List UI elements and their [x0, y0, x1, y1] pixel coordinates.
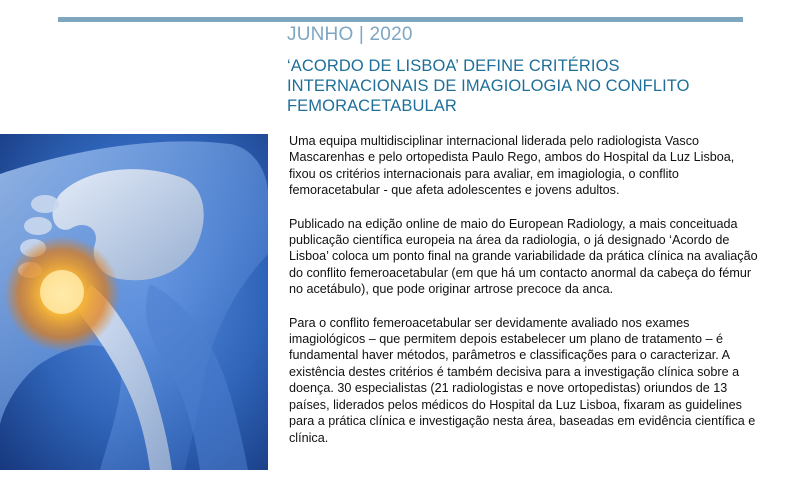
- article-title: [287, 56, 757, 116]
- article-paragraph-1: Uma equipa multidisciplinar internacional liderada pelo radiologista Vasco Mascarenhas e pelo ortopedista Paulo Rego, ambos do Hospital da Luz Lisboa, fixou os critérios internacionais para avaliar, em imagiologia, o conflito femoracetabular - que afeta adolescentes e jovens adultos.: [289, 134, 735, 198]
- femoral-head: [40, 270, 84, 314]
- article-title-line-2: INTERNACIONAIS DE IMAGIOLOGIA NO CONFLITO: [287, 77, 690, 95]
- article-body: [289, 133, 764, 463]
- hip-joint-illustration-svg: [0, 134, 268, 470]
- top-rule: [58, 17, 743, 22]
- article-title-line-1: ‘ACORDO DE LISBOA’ DEFINE CRITÉRIOS: [287, 57, 620, 75]
- article-paragraph-2: Publicado na edição online de maio do European Radiology, a mais conceituada publicação científica europeia na área da radiologia, o já designado ‘Acordo de Lisboa’ coloca um ponto final na grande variabilidade da prática clínica na avaliação do conflito femeroacetabular (em que há um contacto anormal da cabeça do fémur no acetábulo), que pode originar artrose precoce da anca.: [289, 216, 758, 297]
- article-paragraph-3: Para o conflito femeroacetabular ser devidamente avaliado nos exames imagiológicos – que permitem depois estabelecer um plano de tratamento – é fundamental haver métodos, parâmetros e classificações para o caracterizar. A existência destes critérios é também decisiva para a investigação clínica sobre a doença. 30 especialistas (21 radiologistas e nove ortopedistas) oriundos de 13 países, liderados pelos médicos do Hospital da Luz Lisboa, fixaram as guidelines para a prática clínica e investigação nesta área, baseadas em evidência científica e clínica.: [289, 315, 756, 445]
- hip-joint-illustration: [0, 134, 268, 470]
- article-title-line-3: FEMORACETABULAR: [287, 97, 457, 115]
- article-date: JUNHO | 2020: [287, 24, 413, 45]
